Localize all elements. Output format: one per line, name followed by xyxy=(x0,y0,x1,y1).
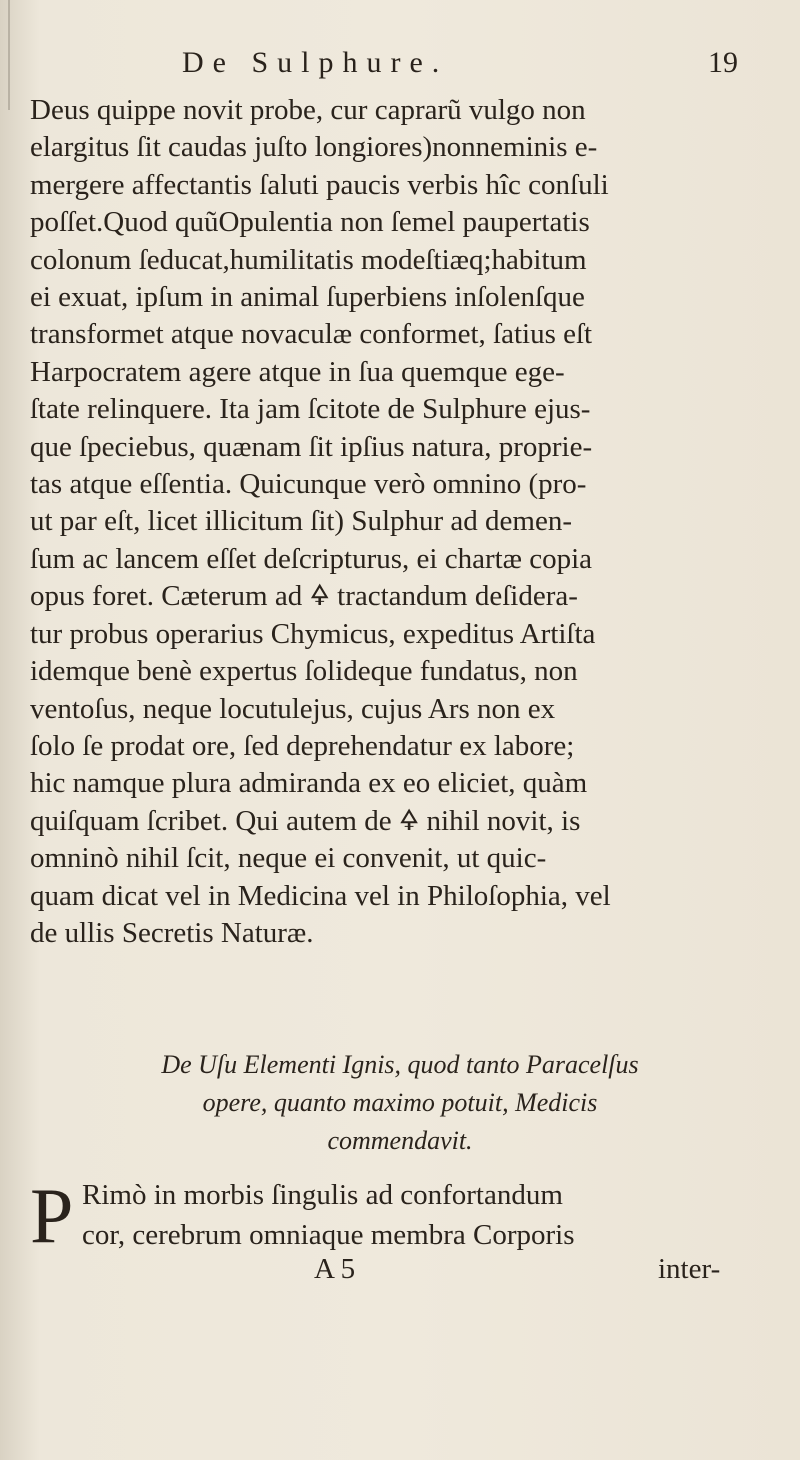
text-line: Harpocratem agere atque in ſua quemque ege- xyxy=(30,355,565,388)
text-line: poſſet.Quod quũOpulentia non ſemel paupertatis xyxy=(30,206,590,239)
page-number: 19 xyxy=(708,46,738,79)
heading-line: De Uſu Elementi Ignis, quod tanto Paracelſus xyxy=(161,1050,639,1079)
heading-line: commendavit. xyxy=(327,1126,473,1155)
section-heading xyxy=(0,1046,800,1160)
text-line: tas atque eſſentia. Quicunque verò omnino (pro- xyxy=(30,468,587,501)
catchword: inter- xyxy=(658,1253,721,1285)
text-line: opus foret. Cæterum ad 🜍 tractandum deſidera- xyxy=(30,580,578,613)
text-line: mergere affectantis ſaluti paucis verbis hîc conſuli xyxy=(30,168,609,201)
text-line: quam dicat vel in Medicina vel in Philoſophia, vel xyxy=(30,879,611,912)
paragraph-1 xyxy=(30,92,790,952)
text-line: ventoſus, neque locutulejus, cujus Ars non ex xyxy=(30,692,556,725)
text-line: transformet atque novaculæ conformet, ſatius eſt xyxy=(30,318,593,351)
text-line: ſolo ſe prodat ore, ſed deprehendatur ex labore; xyxy=(30,729,575,762)
text-line: ut par eſt, licet illicitum ſit) Sulphur ad demen- xyxy=(30,505,573,538)
text-line: omninò nihil ſcit, neque ei convenit, ut quic- xyxy=(30,842,547,875)
text-line: quiſquam ſcribet. Qui autem de 🜍 nihil novit, is xyxy=(30,804,581,837)
text-line: tur probus operarius Chymicus, expeditus Artiſta xyxy=(30,617,596,650)
text-line: elargitus ſit caudas juſto longiores)nonneminis e- xyxy=(30,131,598,164)
text-line: idemque benè expertus ſolideque fundatus, non xyxy=(30,655,578,688)
drop-cap: P xyxy=(30,1172,74,1259)
heading-line: opere, quanto maximo potuit, Medicis xyxy=(202,1088,598,1117)
paragraph-2-line-2: cor, cerebrum omniaque membra Corporis xyxy=(82,1219,575,1251)
text-line: ſtate relinquere. Ita jam ſcitote de Sulphure ejus- xyxy=(30,393,591,426)
signature-mark: A 5 xyxy=(314,1253,356,1285)
text-line: hic namque plura admiranda ex eo eliciet, quàm xyxy=(30,767,588,800)
page-header xyxy=(0,46,800,96)
text-line: ſum ac lancem eſſet deſcripturus, ei chartæ copia xyxy=(30,542,593,575)
text-line: colonum ſeducat,humilitatis modeſtiæq;habitum xyxy=(30,243,587,276)
text-line: que ſpeciebus, quænam ſit ipſius natura, proprie- xyxy=(30,430,593,463)
text-line: de ullis Secretis Naturæ. xyxy=(30,916,314,949)
paragraph-2-line-1: Rimò in morbis ſingulis ad confortandum xyxy=(82,1179,563,1211)
text-line: ei exuat, ipſum in animal ſuperbiens inſolenſque xyxy=(30,281,585,314)
text-line: Deus quippe novit probe, cur caprarũ vulgo non xyxy=(30,94,586,126)
running-title: De Sulphure. xyxy=(182,46,449,79)
